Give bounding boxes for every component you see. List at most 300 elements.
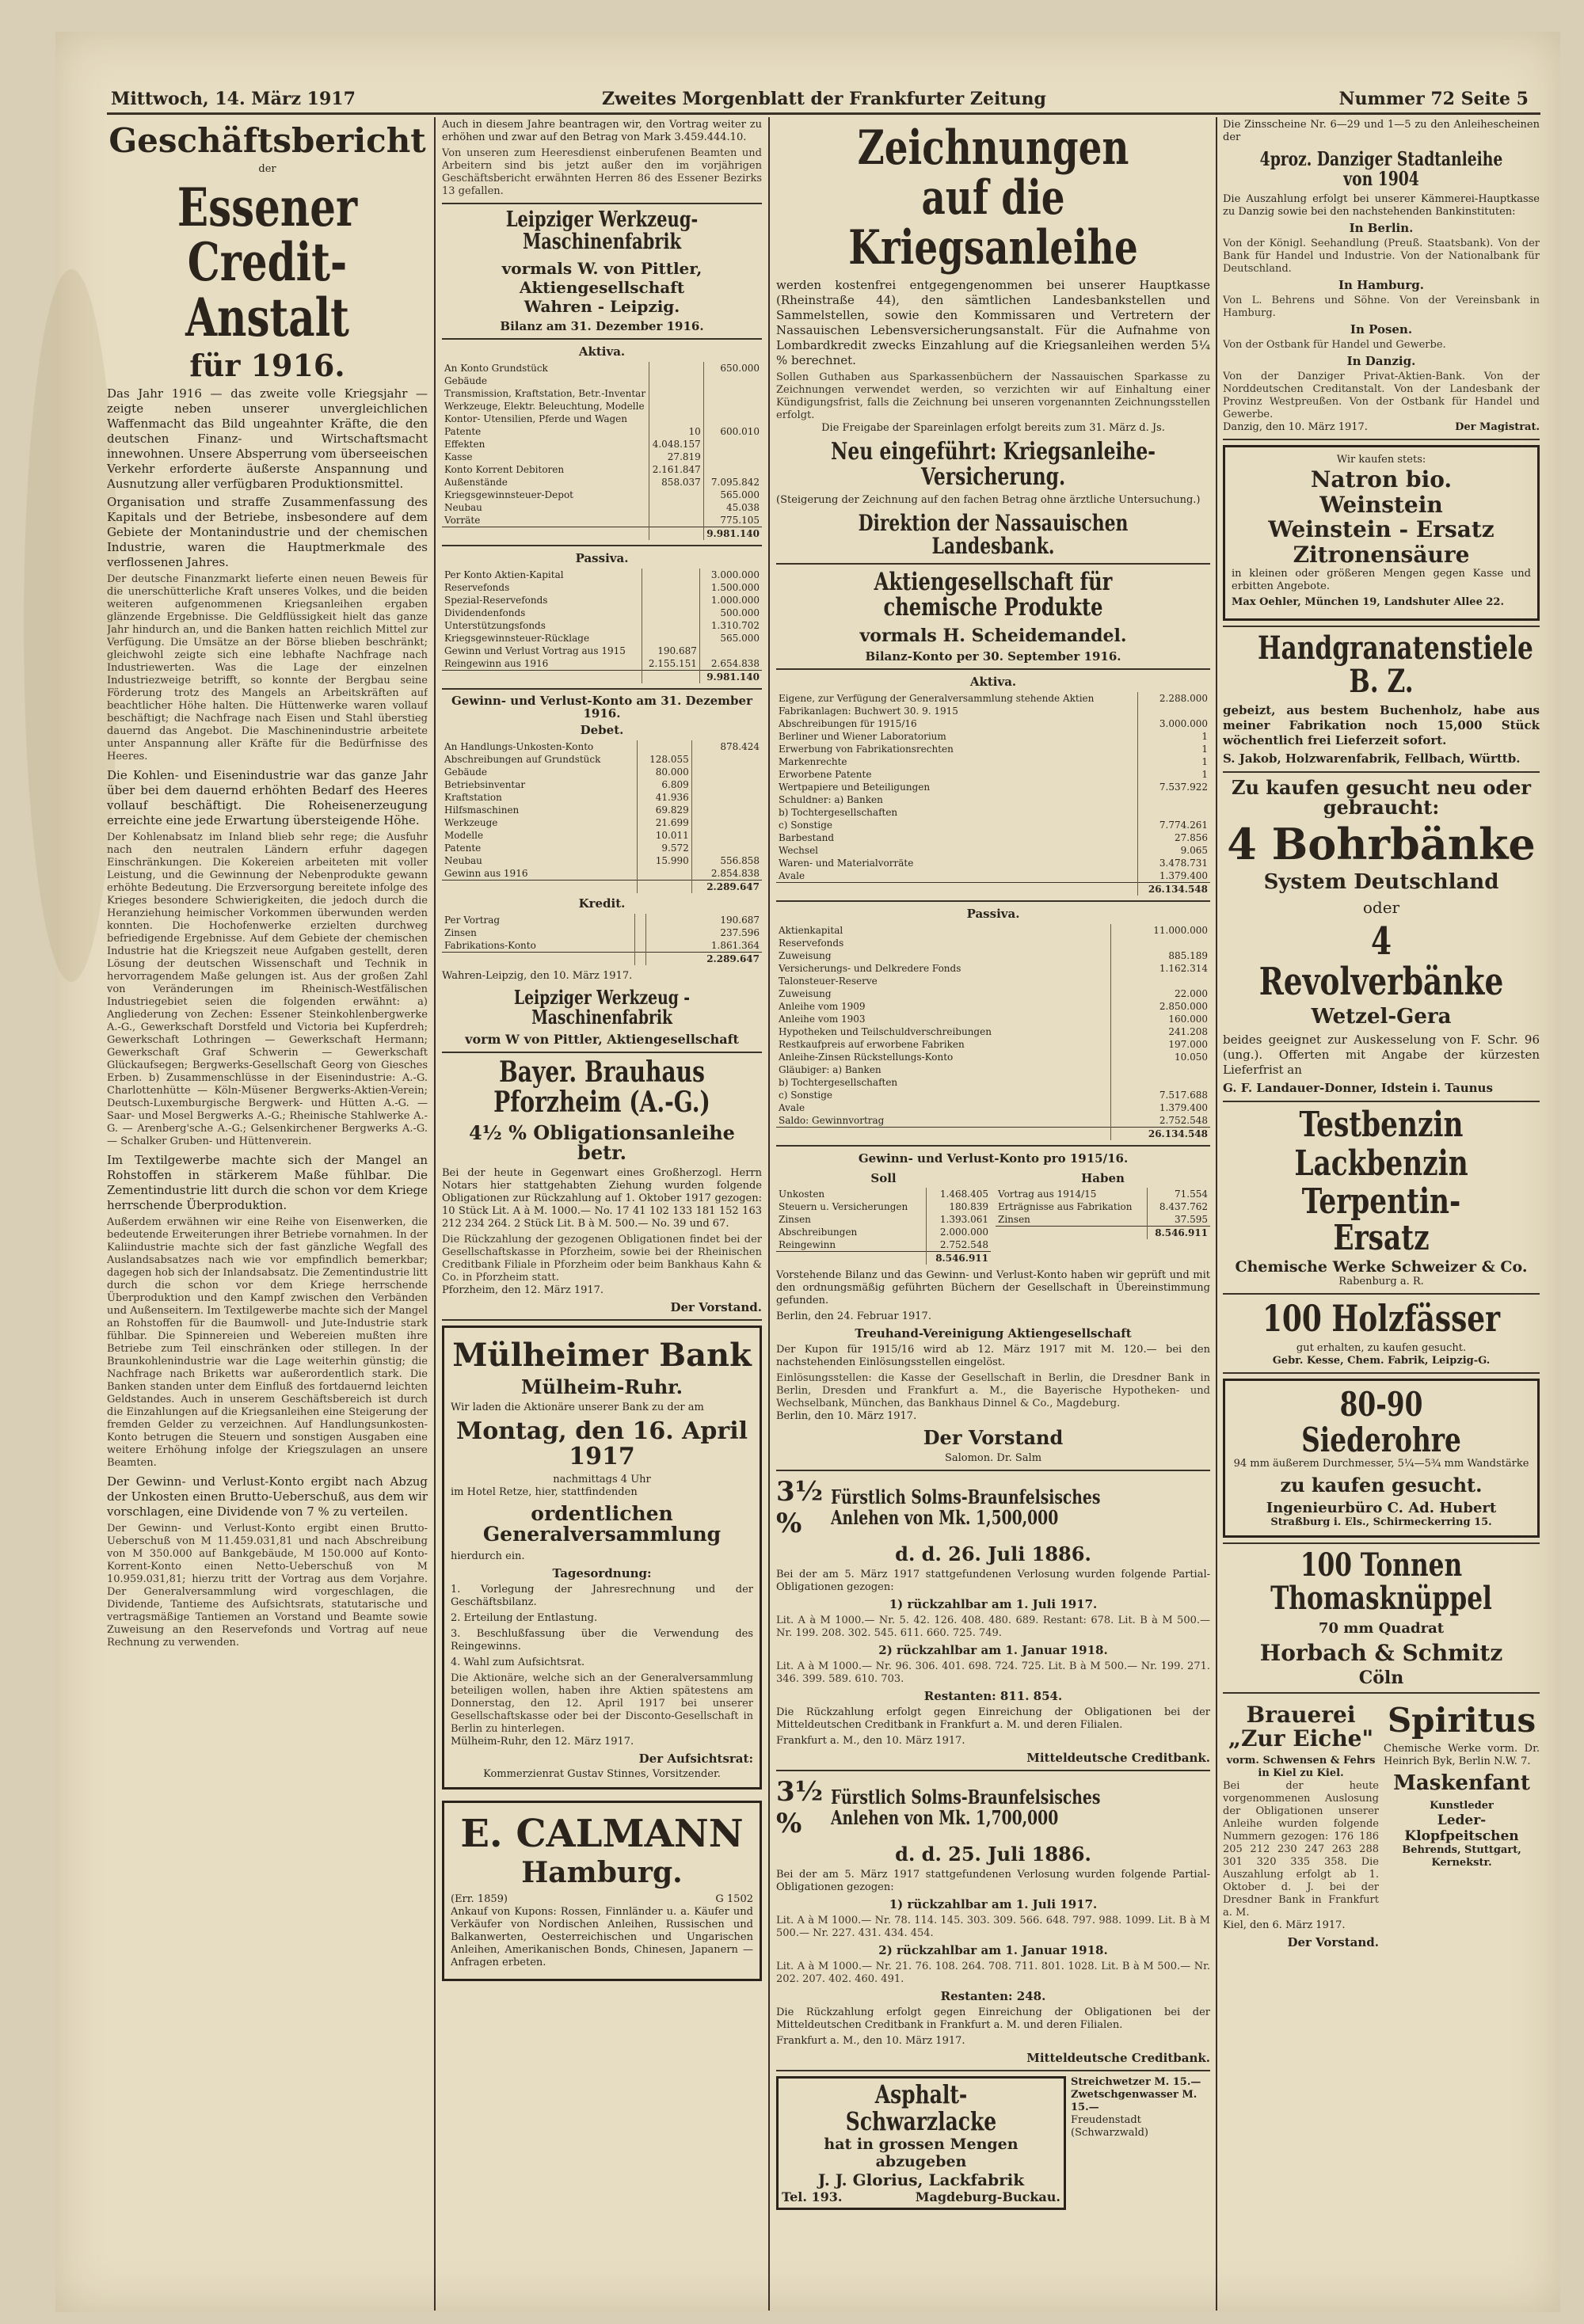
table-cell <box>635 926 646 939</box>
table-cell: Kontor- Utensilien, Pferde und Wagen <box>442 413 649 425</box>
spiritus-text: Chemische Werke vorm. Dr. Heinrich Byk, Berlin N.W. 7. <box>1384 1743 1540 1768</box>
bohr-wanted: Zu kaufen gesucht neu oder gebraucht: <box>1231 775 1532 820</box>
table-cell: Konto Korrent Debitoren <box>442 463 649 476</box>
table-row <box>776 781 1210 793</box>
table-cell: Anleihe vom 1903 <box>776 1013 1111 1025</box>
table-row <box>442 438 762 451</box>
table-cell: Reingewinn <box>776 1238 926 1252</box>
table-cell: Gewinn und Verlust Vortrag aus 1915 <box>442 645 642 657</box>
chemie-gv-title: Gewinn- und Verlust-Konto pro 1915/16. <box>858 1151 1129 1166</box>
chemie-aktiva-title: Aktiva. <box>969 674 1017 689</box>
chemie-treuhand: Treuhand-Vereinigung Aktiengesellschaft <box>855 1326 1132 1341</box>
asphalt-side-line: Zwetschgenwasser M. 15.— <box>1071 2089 1198 2114</box>
column-rule <box>1216 117 1217 2311</box>
brauerei-title: Brauerei „Zur Eiche" <box>1228 1702 1374 1752</box>
table-cell <box>703 463 762 476</box>
kriegsanleihe-text: werden kostenfrei entgegengenommen bei unserer Hauptkasse (Rheinstraße 44), den sämtlichen Landesbankstellen und Sammelstellen, sowie den Kommissaren und Vertretern der Nassauischen Lebensversicherungsanstalt. Für die Aufnahme von Lombardkredit zwecks Einzahlung auf die Kriegsanleihen werden 5¼ % berechnet. <box>776 278 1210 367</box>
solms1-close: Die Rückzahlung erfolgt gegen Einreichung der Obligationen bei der Mitteldeutschen Creditbank in Frankfurt a. M. und deren Filialen. <box>776 1706 1210 1732</box>
thomas-firm: Horbach & Schmitz <box>1259 1639 1503 1666</box>
table-row <box>996 1188 1210 1200</box>
table-cell <box>699 645 762 657</box>
danzig-intro: Die Zinsscheine Nr. 6—29 und 1—5 zu den Anleihescheinen der <box>1223 119 1540 143</box>
chemie-aktiva-table <box>776 692 1210 896</box>
table-cell <box>635 914 646 926</box>
muelheim-place: Mülheim-Ruhr, den 12. März 1917. <box>451 1735 634 1748</box>
table-cell: Zinsen <box>776 1213 926 1226</box>
table-cell <box>638 880 692 893</box>
table-cell: 11.000.000 <box>1153 924 1208 936</box>
solms1-text: Bei der am 5. März 1917 stattgefundenen Verlosung wurden folgende Partial-Obligationen gezogen: <box>776 1569 1210 1594</box>
table-row <box>442 413 762 425</box>
testbenzin-line: Terpentin-Ersatz <box>1301 1181 1461 1258</box>
table-cell <box>703 438 762 451</box>
table-cell: 2.289.647 <box>646 952 762 965</box>
table-row <box>776 962 1210 975</box>
table-cell: Markenrechte <box>776 755 1137 768</box>
table-cell: 1 <box>1201 743 1208 755</box>
table-cell: 190.687 <box>720 914 760 926</box>
table-row <box>776 937 1210 949</box>
table-cell: 2.752.548 <box>939 1238 988 1250</box>
leipziger-owner: vormals W. von Pittler, Aktiengesellschaft <box>501 258 703 297</box>
chemie-name: Aktiengesellschaft für chemische Produkte <box>874 567 1113 622</box>
table-cell: 885.189 <box>1168 949 1208 961</box>
table-cell: Gewinn aus 1916 <box>442 867 638 881</box>
table-cell: 27.856 <box>1175 831 1208 843</box>
classified-column <box>1223 119 1540 2304</box>
table-row <box>776 924 1210 937</box>
table-cell: Unterstützungsfonds <box>442 619 642 632</box>
table-row <box>776 1114 1210 1128</box>
misc-kunstleder: Kunstleder <box>1430 1799 1494 1812</box>
table-row <box>996 1213 1210 1227</box>
misc-maskenfant: Maskenfant <box>1393 1771 1530 1796</box>
table-cell: Kriegsgewinnsteuer-Depot <box>442 489 649 501</box>
solms1-numbers: Lit. A à M 1000.— Nr. 5. 42. 126. 408. 480. 689. Restant: 678. Lit. B à M 500.— Nr. 199. 208. 302. 545. 611. 660. 725. 749. <box>776 1615 1210 1640</box>
solms1-place: Frankfurt a. M., den 10. März 1917. <box>776 1735 965 1748</box>
table-cell <box>649 362 703 375</box>
thomas-title: 100 Tonnen Thomasknüppel <box>1270 1546 1492 1617</box>
pforzheim-text: Bei der heute in Gegenwart eines Großherzogl. Herrn Notars hier stattgehabten Ziehung wurden folgende Obligationen zur Rückzahlung auf 1. Oktober 1917 gezogen: 10 Stück Lit. A à M. 1000.— No. 17 41 102 133 181 152 163 212 234 264. 2 Stück Lit. B à M. 500.— No. 39 und 67. <box>442 1167 762 1230</box>
table-cell <box>703 413 762 425</box>
leipziger-column <box>442 119 762 2304</box>
solms1-date: d. d. 26. Juli 1886. <box>895 1542 1091 1566</box>
handgranate-text: gebeizt, aus bestem Buchenholz, habe aus meiner Fabrikation noch 15,000 Stück wöchentlich frei Lieferzeit sofort. <box>1223 702 1540 747</box>
table-cell: 37.595 <box>1175 1213 1208 1225</box>
asphalt-sub: hat in grossen Mengen abzugeben <box>824 2135 1019 2170</box>
table-cell <box>776 1127 1111 1140</box>
table-cell: 160.000 <box>1168 1013 1208 1025</box>
muelheim-invite: Wir laden die Aktionäre unserer Bank zu der am <box>451 1402 704 1414</box>
newspaper-page <box>55 32 1560 2312</box>
table-cell <box>442 527 649 540</box>
table-row <box>442 829 762 842</box>
leipziger-gv-title: Gewinn- und Verlust-Konto am 31. Dezember 1916. <box>451 693 752 721</box>
table-cell <box>776 1251 926 1265</box>
table-row <box>442 476 762 489</box>
table-cell: 80.000 <box>638 766 692 778</box>
table-cell: Zuweisung <box>776 987 1111 1000</box>
table-cell <box>691 766 762 778</box>
table-row <box>442 791 762 804</box>
table-cell <box>642 569 699 581</box>
essener-paragraph: Im Textilgewerbe machte sich der Mangel an Rohstoffen in stärkerem Maße fühlbar. Die Zementindustrie litt durch die schon vor dem Kriege herrschende Überproduktion. <box>107 1152 428 1212</box>
brauerei-body: Bei der heute vorgenommenen Auslosung der Obligationen unserer Anleihe wurden folgende Nummern gezogen: 176 186 205 212 230 247 263 288 301 320 335 358. Die Auszahlung erfolgt ab 1. Oktober d. J. bei der Dresdner Bank in Frankfurt a. M. <box>1223 1780 1379 1919</box>
table-cell: Zinsen <box>442 926 635 939</box>
table-cell: 128.055 <box>638 753 692 766</box>
spiritus-ad <box>1384 1698 1540 1952</box>
table-cell: 1.162.314 <box>1159 962 1208 974</box>
table-cell: 650.000 <box>720 362 760 374</box>
table-cell <box>649 489 703 501</box>
table-cell: 241.208 <box>1168 1025 1208 1037</box>
table-cell: Hilfsmaschinen <box>442 804 638 816</box>
table-cell <box>1137 806 1210 819</box>
table-cell <box>691 804 762 816</box>
table-cell <box>703 375 762 387</box>
table-cell: 7.537.922 <box>1159 781 1208 793</box>
table-cell: 6.809 <box>638 778 692 791</box>
table-cell: Kasse <box>442 451 649 463</box>
bottom-ads-row <box>1223 1698 1540 1952</box>
table-row <box>442 670 762 683</box>
table-cell <box>1111 975 1210 987</box>
table-cell: 858.037 <box>649 476 703 489</box>
chemie-coupon-body: Einlösungsstellen: die Kasse der Gesellschaft in Berlin, die Dresdner Bank in Berlin, Dresden und Frankfurt a. M., die Bayerische Hypotheken- und Wechselbank, München, das Bankhaus Dinnel & Co., Magdeburg. <box>776 1371 1210 1409</box>
chemie-vorstand-names: Salomon. Dr. Salm <box>944 1452 1042 1465</box>
table-cell: 878.424 <box>720 740 760 752</box>
table-cell: Eigene, zur Verfügung der Generalversammlung stehende Aktien <box>776 692 1137 705</box>
table-cell: 1 <box>1201 730 1208 742</box>
chemie-coupon: Der Kupon für 1915/16 wird ab 12. März 1917 mit M. 120.— bei den nachstehenden Einlösungsstellen eingelöst. <box>776 1343 1210 1368</box>
danzig-sign: Der Magistrat. <box>1455 421 1540 434</box>
table-cell <box>442 952 635 965</box>
natron-line: Weinstein - Ersatz <box>1268 516 1495 543</box>
thomas-size: 70 mm Quadrat <box>1318 1619 1445 1637</box>
danzig-city: In Hamburg. <box>1338 278 1424 293</box>
leipziger-kredit-table <box>442 914 762 965</box>
testbenzin-line: Testbenzin <box>1299 1105 1464 1146</box>
essener-paragraph: Der Gewinn- und Verlust-Konto ergibt nach Abzug der Unkosten einen Brutto-Ueberschuß, aus dem wir vorschlagen, eine Dividende von 7 % zu verteilen. <box>107 1474 428 1519</box>
muelheim-city: Mülheim-Ruhr. <box>521 1375 683 1399</box>
chemie-bilanz-title: Bilanz-Konto per 30. September 1916. <box>865 649 1121 664</box>
table-row <box>442 952 762 965</box>
table-row <box>776 743 1210 755</box>
table-row <box>776 1038 1210 1051</box>
table-cell: Patente <box>442 842 638 854</box>
solms1-heading <box>776 1476 1210 1539</box>
leipziger-aktiva-table <box>442 362 762 540</box>
table-cell: Modelle <box>442 829 638 842</box>
leipziger-bilanz-title: Bilanz am 31. Dezember 1916. <box>500 318 704 333</box>
natron-firm: Max Oehler, München 19, Landshuter Allee 22. <box>1232 595 1504 608</box>
kriegsanleihe-body: Sollen Guthaben aus Sparkassenbüchern der Nassauischen Sparkasse zu Zeichnungen verwendet werden, so verzichten wir auf Einhaltung einer Kündigungsfrist, falls die Zeichnung bei unseren vorgenannten Zeichnungsstellen erfolgt. <box>776 371 1210 421</box>
solms2-date: d. d. 25. Juli 1886. <box>895 1843 1091 1866</box>
table-cell <box>703 387 762 400</box>
pforzheim-body: Die Rückzahlung der gezogenen Obligationen findet bei der Gesellschaftskasse in Pforzheim, sowie bei der Rheinischen Creditbank Filiale in Pforzheim oder beim Bankhaus Kahn & Co. in Pforzheim statt. <box>442 1234 762 1284</box>
table-cell <box>691 753 762 766</box>
brauerei-ad <box>1223 1698 1379 1952</box>
header-date: Mittwoch, 14. März 1917 <box>111 89 356 109</box>
table-cell: Steuern u. Versicherungen <box>776 1200 926 1213</box>
leipziger-name: Leipziger Werkzeug-Maschinenfabrik <box>505 207 699 255</box>
table-cell: Gläubiger: a) Banken <box>776 1063 1111 1076</box>
bohr-firm: G. F. Landauer-Donner, Idstein i. Taunus <box>1223 1081 1493 1096</box>
solms1-numbers: Lit. A à M 1000.— Nr. 96. 306. 401. 698. 724. 725. Lit. B à M 500.— Nr. 199. 271. 346. 399. 589. 610. 703. <box>776 1660 1210 1686</box>
brauerei-place: Kiel, den 6. März 1917. <box>1223 1919 1346 1932</box>
table-cell <box>642 670 699 683</box>
table-cell: 1 <box>1201 768 1208 780</box>
muelheim-hotel: im Hotel Retze, hier, stattfindenden <box>451 1486 638 1499</box>
muelheim-ad <box>442 1326 762 1790</box>
table-row <box>442 914 762 926</box>
table-cell: 7.095.842 <box>710 476 760 488</box>
table-cell: 9.572 <box>638 842 692 854</box>
muelheim-agenda-item: 3. Beschlußfassung über die Verwendung des Reingewinns. <box>451 1627 753 1653</box>
chemie-haben-table <box>996 1188 1210 1239</box>
table-cell: Erwerbung von Fabrikationsrechten <box>776 743 1137 755</box>
essener-paragraph: Die Kohlen- und Eisenindustrie war das ganze Jahr über bei dem dauernd erhöhten Bedarf des Heeres vollauf beschäftigt. Die Roheisenerzeugung erreichte eine jede Erwartung übersteigende Höhe. <box>107 767 428 827</box>
asphalt-title: Asphalt-Schwarzlacke <box>845 2079 997 2137</box>
table-cell <box>649 387 703 400</box>
asphalt-city: Magdeburg-Buckau. <box>915 2189 1060 2204</box>
table-row <box>776 705 1210 717</box>
danzig-city: In Danzig. <box>1346 354 1416 369</box>
header-page-number: Nummer 72 Seite 5 <box>1338 89 1529 109</box>
bohr-line: 4 Bohrbänke <box>1227 819 1536 870</box>
table-row <box>776 1051 1210 1063</box>
table-cell: Talonsteuer-Reserve <box>776 975 1111 987</box>
table-cell: Abschreibungen auf Grundstück <box>442 753 638 766</box>
solms1-title: Fürstlich Solms-Braunfelsisches Anlehen von Mk. 1,500,000 <box>830 1485 1101 1530</box>
kriegsanleihe-neu: Neu eingeführt: Kriegsanleihe-Versicherung. <box>831 438 1156 491</box>
misc-leder: Leder-Klopfpeitschen <box>1404 1812 1519 1844</box>
natron-line: Zitronensäure <box>1293 541 1470 568</box>
table-cell: 197.000 <box>1168 1038 1208 1050</box>
table-cell <box>691 842 762 854</box>
table-cell: 4.048.157 <box>649 438 703 451</box>
calmann-text: Ankauf von Kupons: Rossen, Finnländer u. a. Käufer und Verkäufer von Nordischen Anleihen, Russischen und Balkanwerten, Oesterreichischen und Ungarischen Anleihen, Amerikanischen Bonds, Chinesen, Japanern — Anfragen erbeten. <box>451 1905 753 1968</box>
leipziger-debet-table <box>442 740 762 893</box>
table-cell: 1 <box>1201 755 1208 767</box>
table-cell <box>442 670 642 683</box>
table-row <box>442 594 762 607</box>
siede-ad <box>1223 1379 1540 1537</box>
table-row <box>776 831 1210 844</box>
table-row <box>776 1013 1210 1025</box>
table-row <box>442 581 762 594</box>
table-row <box>776 1000 1210 1013</box>
table-cell <box>638 867 692 881</box>
table-row <box>776 768 1210 781</box>
table-cell: b) Tochtergesellschaften <box>776 1076 1111 1089</box>
table-row <box>442 842 762 854</box>
table-cell: Avale <box>776 869 1137 883</box>
table-cell: c) Sonstige <box>776 1089 1111 1101</box>
table-row <box>996 1226 1210 1239</box>
solms1-bank: Mitteldeutsche Creditbank. <box>1026 1751 1210 1766</box>
siede-firm: Ingenieurbüro C. Ad. Hubert <box>1266 1499 1497 1516</box>
table-cell: Reservefonds <box>442 581 642 594</box>
table-row <box>776 793 1210 806</box>
siede-title: 80-90 Siederohre <box>1301 1385 1461 1459</box>
table-cell: 3.000.000 <box>710 569 760 580</box>
table-cell <box>442 880 638 893</box>
bohr-line: System Deutschland <box>1263 870 1499 894</box>
solms2-rate: 3½ % <box>776 1776 824 1840</box>
table-cell: 565.000 <box>720 632 760 644</box>
bohr-line: oder <box>1362 898 1400 918</box>
danzig-city: In Berlin. <box>1349 221 1414 236</box>
table-row <box>776 1251 991 1265</box>
table-row <box>776 819 1210 831</box>
table-cell: 600.010 <box>720 425 760 437</box>
table-row <box>776 987 1210 1000</box>
table-row <box>442 926 762 939</box>
essener-body-text: Der Gewinn- und Verlust-Konto ergibt einen Brutto-Ueberschuß von M 11.459.031,81 und nach Abschreibung von M 350.000 auf Bankgebäude, M 150.000 auf Konto-Korrent-Konto einen Netto-Ueberschuß von M 10.959.031,81; hierzu tritt der Vortrag aus dem Vorjahre. Der Generalversammlung wird vorgeschlagen, die Dividende, Tantieme des Aufsichtsrats, statutarische und vertragsmäßige Tantiemen an Vorstand und Beamte sowie Zuweisung an den Reservefonds und Vortrag auf neue Rechnung zu verwenden. <box>107 1522 428 1649</box>
table-row <box>442 387 762 400</box>
misc-behrends: Behrends, Stuttgart, Kernekstr. <box>1402 1843 1521 1869</box>
table-row <box>442 607 762 619</box>
table-cell: An Handlungs-Unkosten-Konto <box>442 740 638 753</box>
table-cell <box>649 400 703 413</box>
table-row <box>776 857 1210 869</box>
muelheim-name: Mülheimer Bank <box>452 1337 752 1375</box>
essener-report-column <box>107 119 428 2304</box>
chemie-vorstand: Der Vorstand <box>923 1425 1064 1449</box>
table-row <box>442 753 762 766</box>
leipziger-passiva-table <box>442 569 762 683</box>
chemie-passiva-table <box>776 924 1210 1140</box>
table-cell <box>649 375 703 387</box>
table-cell: 2.850.000 <box>1159 1000 1208 1012</box>
table-row <box>776 1089 1210 1101</box>
essener-body-text: Außerdem erwähnen wir eine Reihe von Eisenwerken, die bedeutende Erweiterungen ihrer Betriebe vornahmen. In der Kaliindustrie machte sich der fast gänzliche Wegfall des Auslandsabsatzes nach wie vor empfindlich bemerkbar; dagegen hob sich der Inlandsabsatz. Die Zementindustrie litt durch die schon vor dem Kriege herrschende Überproduktion und den Kampf zwischen den Verbänden und Außenseitern. Im Textilgewerbe machte sich der Mangel an Rohstoffen für die Baumwoll- und Jute-Industrie stark fühlbar. Die Spinnereien und Webereien mußten ihre Betriebe zum Teil einschränken oder stillegen. In der Braunkohlenindustrie war die Lage weiterhin günstig; die Nachfrage nach Briketts war außerordentlich stark. Die Banken standen unter dem Einfluß des fortdauernd leichten Geldstandes. Auch in unserem Geschäftsbereich ist durch die Einzahlungen auf die Kriegsanleihen eine Steigerung der fremden Gelder zu verzeichnen. Auf Handlungsunkosten-Konto betrugen die Steuern und sonstigen Ausgaben eine weitere Erhöhung infolge der Kriegszulagen an unsere Beamten. <box>107 1215 428 1469</box>
chemie-haben-title: Haben <box>1081 1170 1125 1185</box>
table-cell: 69.829 <box>638 804 692 816</box>
table-cell: Anleihe vom 1909 <box>776 1000 1111 1013</box>
table-cell: Versicherungs- und Delkredere Fonds <box>776 962 1111 975</box>
bohr-text: beides geeignet zur Auskesselung von F. Schr. 96 (ung.). Offerten mit Angabe der kürzesten Lieferfrist an <box>1223 1033 1540 1078</box>
table-row <box>442 362 762 375</box>
table-cell <box>649 501 703 514</box>
table-cell: 71.554 <box>1175 1188 1208 1200</box>
table-cell: Fabrikations-Konto <box>442 939 635 953</box>
table-cell: 8.546.911 <box>926 1251 991 1265</box>
table-cell: Werkzeuge <box>442 816 638 829</box>
table-cell: Patente <box>442 425 649 438</box>
table-cell <box>638 740 692 753</box>
table-cell: 3.478.731 <box>1159 857 1208 869</box>
leipziger-intro-text: Von unseren zum Heeresdienst einberufenen Beamten und Arbeitern sind bis jetzt außer den im vorjährigen Geschäftsbericht erwähnten Herren 86 des Essener Bezirks 13 gefallen. <box>442 147 762 197</box>
table-row <box>776 1025 1210 1038</box>
table-cell: 2.000.000 <box>939 1226 988 1238</box>
solms2-place: Frankfurt a. M., den 10. März 1917. <box>776 2035 965 2048</box>
table-cell: Waren- und Materialvorräte <box>776 857 1137 869</box>
table-cell: Transmission, Kraftstation, Betr.-Inventar <box>442 387 649 400</box>
table-row <box>442 463 762 476</box>
siede-wanted: zu kaufen gesucht. <box>1280 1473 1483 1497</box>
natron-line: Weinstein <box>1319 491 1443 518</box>
chemie-note: Vorstehende Bilanz und das Gewinn- und Verlust-Konto haben wir geprüft und mit den ordnungsmäßig geführten Büchern der Gesellschaft in Übereinstimmung gefunden. <box>776 1269 1210 1307</box>
table-cell: Schuldner: a) Banken <box>776 793 1137 806</box>
kriegsanleihe-close: Die Freigabe der Spareinlagen erfolgt bereits zum 31. März d. Js. <box>821 422 1165 434</box>
leipziger-footer-owner: vorm W von Pittler, Aktiengesellschaft <box>465 1032 739 1048</box>
leipziger-passiva-title: Passiva. <box>575 550 629 565</box>
table-row <box>442 569 762 581</box>
table-row <box>442 939 762 953</box>
table-cell: 21.699 <box>638 816 692 829</box>
table-cell <box>642 607 699 619</box>
table-row <box>442 867 762 881</box>
table-cell <box>642 619 699 632</box>
table-cell: 2.289.647 <box>691 880 762 893</box>
table-cell <box>691 816 762 829</box>
danzig-text: Die Auszahlung erfolgt bei unserer Kämmerei-Hauptkasse zu Danzig sowie bei den nachstehenden Bankinstituten: <box>1223 193 1540 219</box>
muelheim-intro: hierdurch ein. <box>451 1550 525 1562</box>
table-cell: 775.105 <box>720 514 760 526</box>
holz-title: 100 Holzfässer <box>1262 1297 1501 1341</box>
table-cell: 3.000.000 <box>1159 717 1208 729</box>
essener-title: Geschäftsbericht <box>109 121 426 160</box>
table-cell <box>1111 937 1210 949</box>
essener-year: für 1916. <box>189 347 345 383</box>
table-cell: Aktienkapital <box>776 924 1111 937</box>
leipziger-kredit-title: Kredit. <box>578 896 626 911</box>
muelheim-body: Die Aktionäre, welche sich an der Generalversammlung beteiligen wollen, haben ihre Aktien spätestens am Donnerstag, den 12. April 1917 bei unserer Gesellschaftskasse oder bei der Disconto-Gesellschaft in Berlin zu hinterlegen. <box>451 1672 753 1735</box>
pforzheim-place: Pforzheim, den 12. März 1917. <box>442 1284 604 1297</box>
table-cell <box>691 791 762 804</box>
table-row <box>776 1076 1210 1089</box>
asphalt-row <box>776 2076 1210 2209</box>
brauerei-sign: Der Vorstand. <box>1287 1935 1379 1950</box>
chemie-soll-table <box>776 1188 991 1265</box>
leipziger-debet-title: Debet. <box>580 722 624 737</box>
table-cell <box>703 400 762 413</box>
essener-paragraph: Organisation und straffe Zusammenfassung des Kapitals und der Betriebe, insbesondere auf dem Gebiete der Montanindustrie und der chemischen Industrie, waren die Hauptmerkmale des verflossenen Jahres. <box>107 494 428 569</box>
pforzheim-name: Bayer. Brauhaus Pforzheim (A.-G.) <box>493 1055 710 1119</box>
table-cell <box>1137 705 1210 717</box>
solms2-rest: Restanten: 248. <box>940 1989 1046 2004</box>
table-cell: 15.990 <box>638 854 692 867</box>
asphalt-side-line: Freudenstadt (Schwarzwald) <box>1071 2114 1149 2140</box>
table-cell <box>649 527 703 540</box>
table-cell <box>996 1226 1147 1239</box>
table-cell <box>691 829 762 842</box>
solms2-heading <box>776 1776 1210 1839</box>
table-row <box>776 975 1210 987</box>
table-cell <box>635 939 646 953</box>
solms2-bank: Mitteldeutsche Creditbank. <box>1026 2051 1210 2066</box>
table-cell: Vorräte <box>442 514 649 527</box>
table-cell: 26.134.548 <box>1111 1127 1210 1140</box>
calmann-name: E. CALMANN <box>460 1811 744 1856</box>
thomas-city: Cöln <box>1358 1668 1404 1689</box>
muelheim-tages: Tagesordnung: <box>552 1565 652 1580</box>
table-cell: 8.546.911 <box>1147 1226 1210 1239</box>
leipziger-aktiva-title: Aktiva. <box>578 344 626 359</box>
leipziger-footer-place: Wahren-Leipzig, den 10. März 1917. <box>442 969 633 982</box>
table-cell <box>649 514 703 527</box>
page-stain <box>24 269 119 982</box>
table-row <box>442 619 762 632</box>
table-cell: c) Sonstige <box>776 819 1137 831</box>
table-cell: 8.437.762 <box>1159 1200 1208 1212</box>
table-cell: Außenstände <box>442 476 649 489</box>
table-cell: 556.858 <box>720 854 760 866</box>
calmann-ad <box>442 1801 762 1981</box>
siede-text: 94 mm äußerem Durchmesser, 5¼—5¾ mm Wandstärke <box>1233 1457 1529 1470</box>
